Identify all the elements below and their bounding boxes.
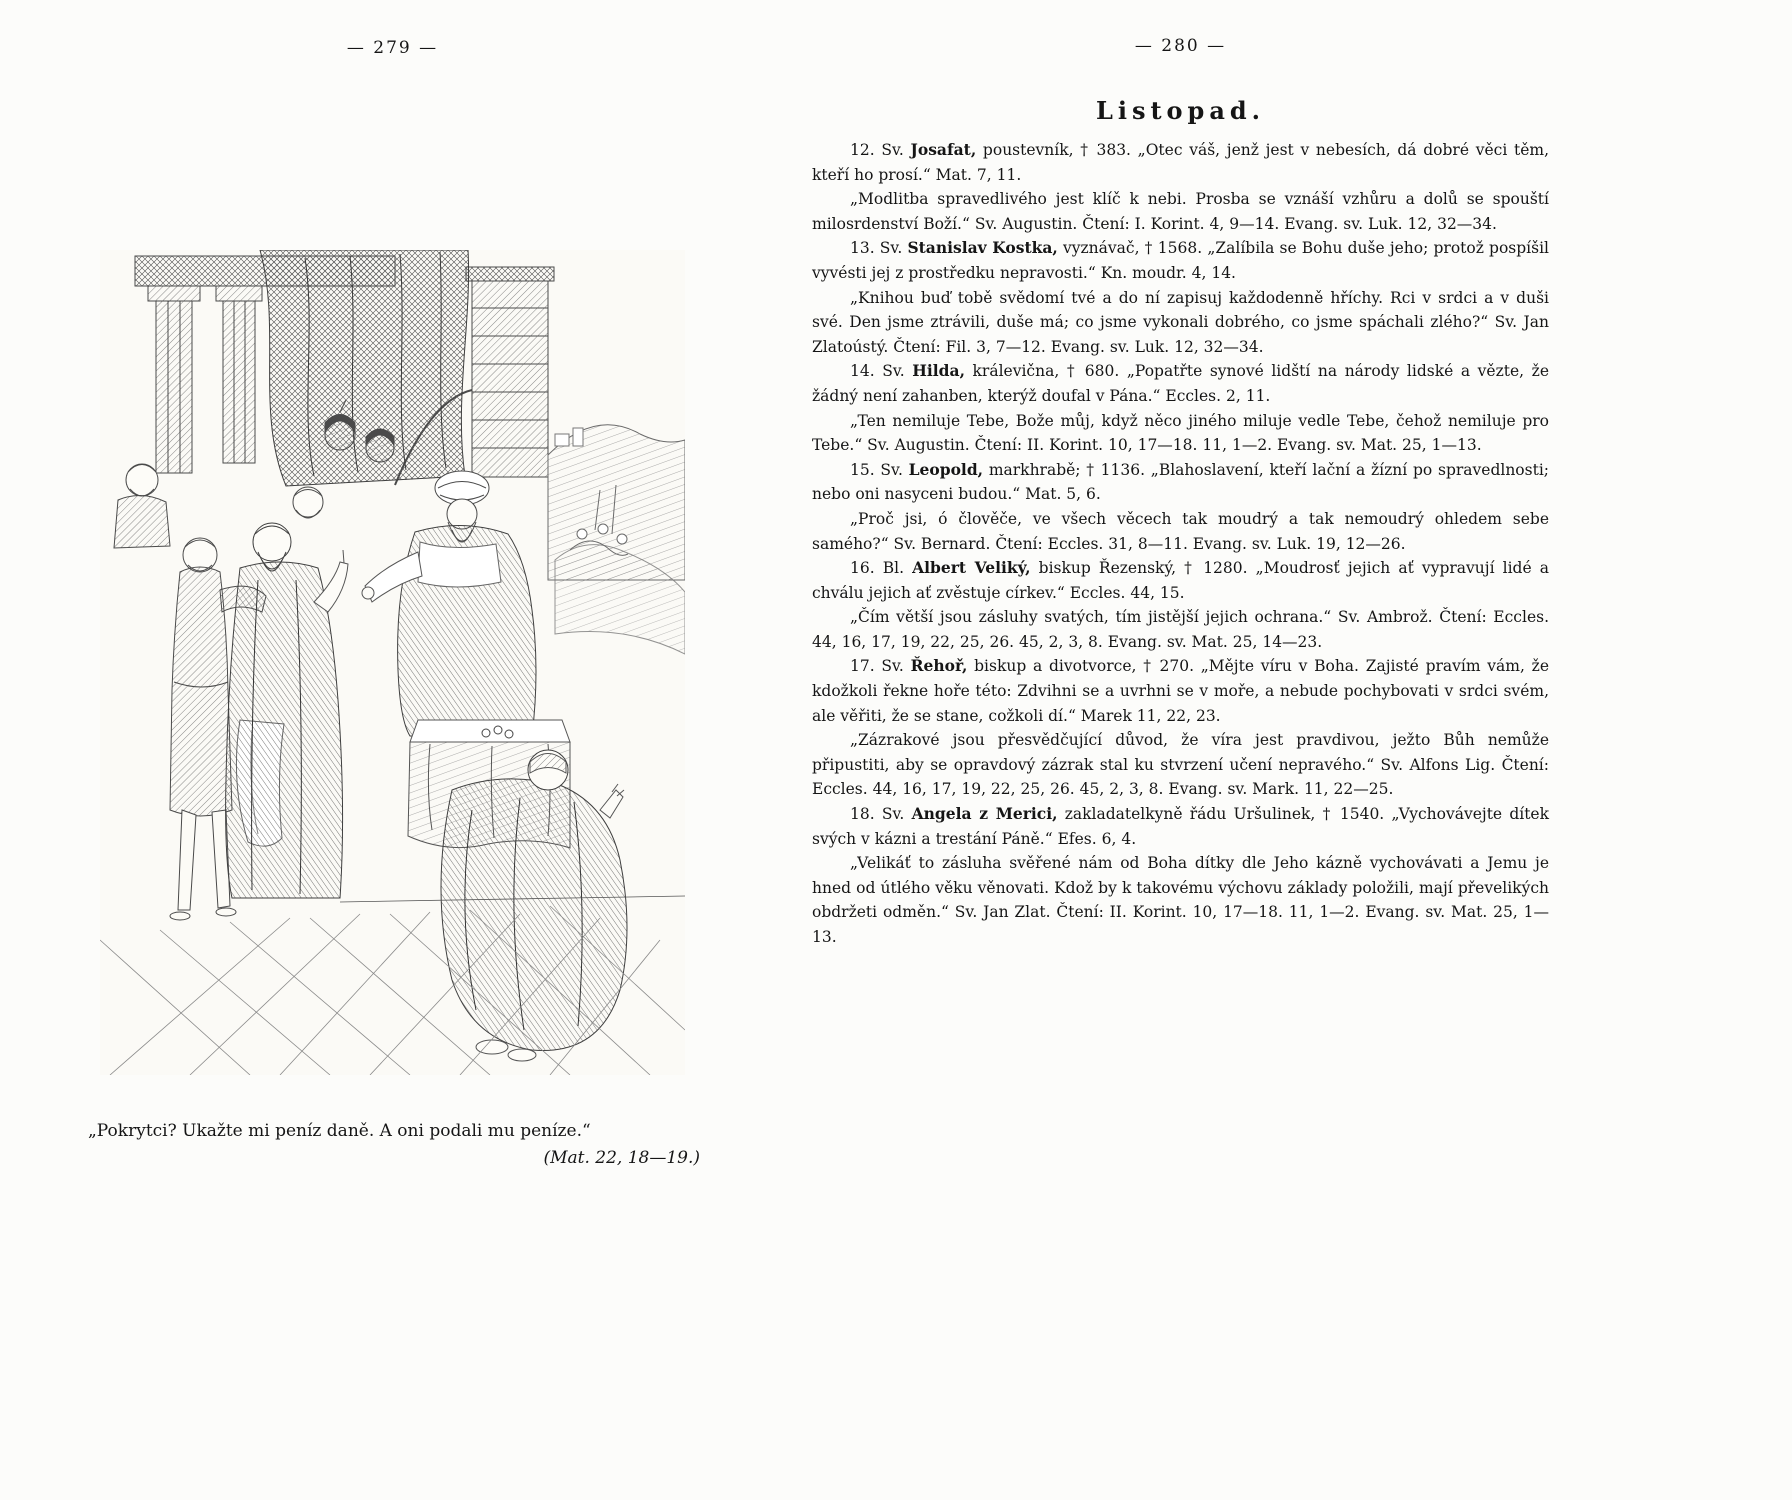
saint-name: Hilda, [912, 361, 965, 381]
saint-name: Stanislav Kostka, [907, 238, 1058, 258]
entry-text: „Proč jsi, ó člověče, ve všech věcech tak moudrý a tak nemoudrý ohledem sebe samého?“ Sv. Bernard. Čtení: Eccles. 31, 8—11. Evang. sv. Luk. 19, 12—26. [812, 509, 1549, 553]
entry-text: poustevník, † 383. „Otec váš, jenž jest v nebesích, dá dobré věci těm, kteří ho prosí.“ Mat. 7, 11. [812, 141, 1549, 184]
entry-text: biskup a divotvorce, † 270. „Mějte víru v Boha. Zajisté pravím vám, že kdožkoli řekne hoře této: Zdvihni se a uvrhni se v moře, a nebude pochybovati v srdci svém, ale věřiti, že se stane, cožkoli dí.“ Marek 11, 22, 23. [812, 657, 1549, 725]
engraving-illustration [100, 250, 685, 1075]
entry-text: „Knihou buď tobě svědomí tvé a do ní zapisuj každodenně hříchy. Rci v srdci a v duši své. Den jsme ztrávili, duše má; co jsme vykonali dobrého, co jsme spáchali zlého?“ Sv. Jan Zlatoústý. Čtení: Fil. 3, 7—12. Evang. sv. Luk. 12, 32—34. [812, 288, 1549, 356]
calendar-entry [812, 556, 1549, 605]
illustration-caption [88, 1118, 702, 1172]
saint-name: Josafat, [910, 140, 977, 159]
entry-text: „Velikáť to zásluha svěřené nám od Boha dítky dle Jeho kázně vychovávati a Jemu je hned od útlého věku věnovati. Kdož by k takovému výchovu základy položili, mají převelikých obdržeti odměn.“ Sv. Jan Zlat. Čtení: II. Korint. 10, 17—18. 11, 1—2. Evang. sv. Mat. 25, 1—13. [812, 854, 1549, 946]
entry-text: „Ten nemiluje Tebe, Bože můj, když něco jiného miluje vedle Tebe, čehož nemiluje pro Tebe.“ Sv. Augustin. Čtení: II. Korint. 10, 17—18. 11, 1—2. Evang. sv. Mat. 25, 1—13. [812, 411, 1549, 455]
entry-prefix: 14. Sv. [850, 362, 913, 381]
calendar-text-column [812, 138, 1549, 950]
entry-prefix: 16. Bl. [850, 559, 913, 578]
section-heading: Listopad. [1095, 96, 1266, 125]
caption-reference: (Mat. 22, 18—19.) [543, 1148, 700, 1168]
entry-prefix: 13. Sv. [850, 239, 908, 258]
entry-text: králevična, † 680. „Popatřte synové lidští na národy lidské a vězte, že žádný není zahanben, kterýž doufal v Pána.“ Eccles. 2, 11. [812, 362, 1549, 405]
quote-paragraph [812, 409, 1549, 458]
quote-paragraph [812, 851, 1549, 949]
entry-prefix: 12. Sv. [850, 141, 911, 159]
entry-text: „Zázrakové jsou přesvědčující důvod, že víra jest pravdivou, ježto Bůh nemůže připustiti, aby se opravdový zázrak stal ku stvrzení učení nepravého.“ Sv. Alfons Lig. Čtení: Eccles. 44, 16, 17, 19, 22, 25, 26. 45, 2, 3, 8. Evang. sv. Mark. 11, 22—25. [812, 731, 1549, 799]
entry-prefix: 15. Sv. [850, 460, 909, 479]
saint-name: Angela z Merici, [911, 804, 1058, 824]
curtain [260, 250, 469, 486]
caption-text: „Pokrytci? Ukažte mi peníz daně. A oni podali mu peníze.“ [88, 1121, 591, 1141]
calendar-entry [812, 138, 1549, 187]
saint-name: Leopold, [908, 459, 984, 479]
calendar-entry [812, 458, 1549, 507]
calendar-entry [812, 236, 1549, 285]
page-number-left: — 279 — [346, 38, 439, 58]
quote-paragraph [812, 286, 1549, 360]
quote-paragraph [812, 507, 1549, 556]
pharisee-head [293, 487, 323, 518]
calendar-entry [812, 654, 1549, 728]
coin-icon [505, 730, 513, 738]
background-landscape [548, 425, 685, 654]
entry-prefix: 17. Sv. [850, 657, 911, 676]
calendar-entry [812, 802, 1549, 851]
entry-text: biskup Řezenský, † 1280. „Moudrosť jejich ať vypravují lidé a chválu jejich ať zvěstuje církev.“ Eccles. 44, 15. [812, 559, 1549, 602]
coin-icon [494, 726, 502, 734]
entry-text: „Čím větší jsou zásluhy svatých, tím jistější jejich ochrana.“ Sv. Ambrož. Čtení: Eccles. 44, 16, 17, 19, 22, 25, 26. 45, 2, 3, 8. Evang. sv. Mat. 25, 14—23. [812, 608, 1549, 651]
entry-prefix: 18. Sv. [850, 805, 912, 824]
page-number-right: — 280 — [1134, 36, 1227, 56]
saint-name: Albert Veliký, [912, 558, 1031, 578]
engraving-scene [100, 250, 685, 1075]
quote-paragraph [812, 187, 1549, 236]
coin-icon [482, 729, 490, 737]
saint-name: Řehoř, [910, 656, 968, 676]
quote-paragraph [812, 605, 1549, 654]
entry-text: markhrabě; † 1136. „Blahoslavení, kteří lační a žízní po spravedlnosti; nebo oni nasyceni budou.“ Mat. 5, 6. [812, 460, 1550, 504]
quote-paragraph [812, 728, 1549, 802]
entry-text: zakladatelkyně řádu Uršulinek, † 1540. „Vychovávejte dítek svých v kázni a trestání Páně.“ Efes. 6, 4. [812, 805, 1549, 848]
entry-text: „Modlitba spravedlivého jest klíč k nebi. Prosba se vznáší vzhůru a dolů se spouští milosrdenství Boží.“ Sv. Augustin. Čtení: I. Korint. 4, 9—14. Evang. sv. Luk. 12, 32—34. [812, 190, 1549, 233]
entry-text: vyznávač, † 1568. „Zalíbila se Bohu duše jeho; protož pospíšil vyvésti jej z prostředku nepravosti.“ Kn. moudr. 4, 14. [812, 239, 1550, 282]
calendar-entry [812, 359, 1549, 408]
